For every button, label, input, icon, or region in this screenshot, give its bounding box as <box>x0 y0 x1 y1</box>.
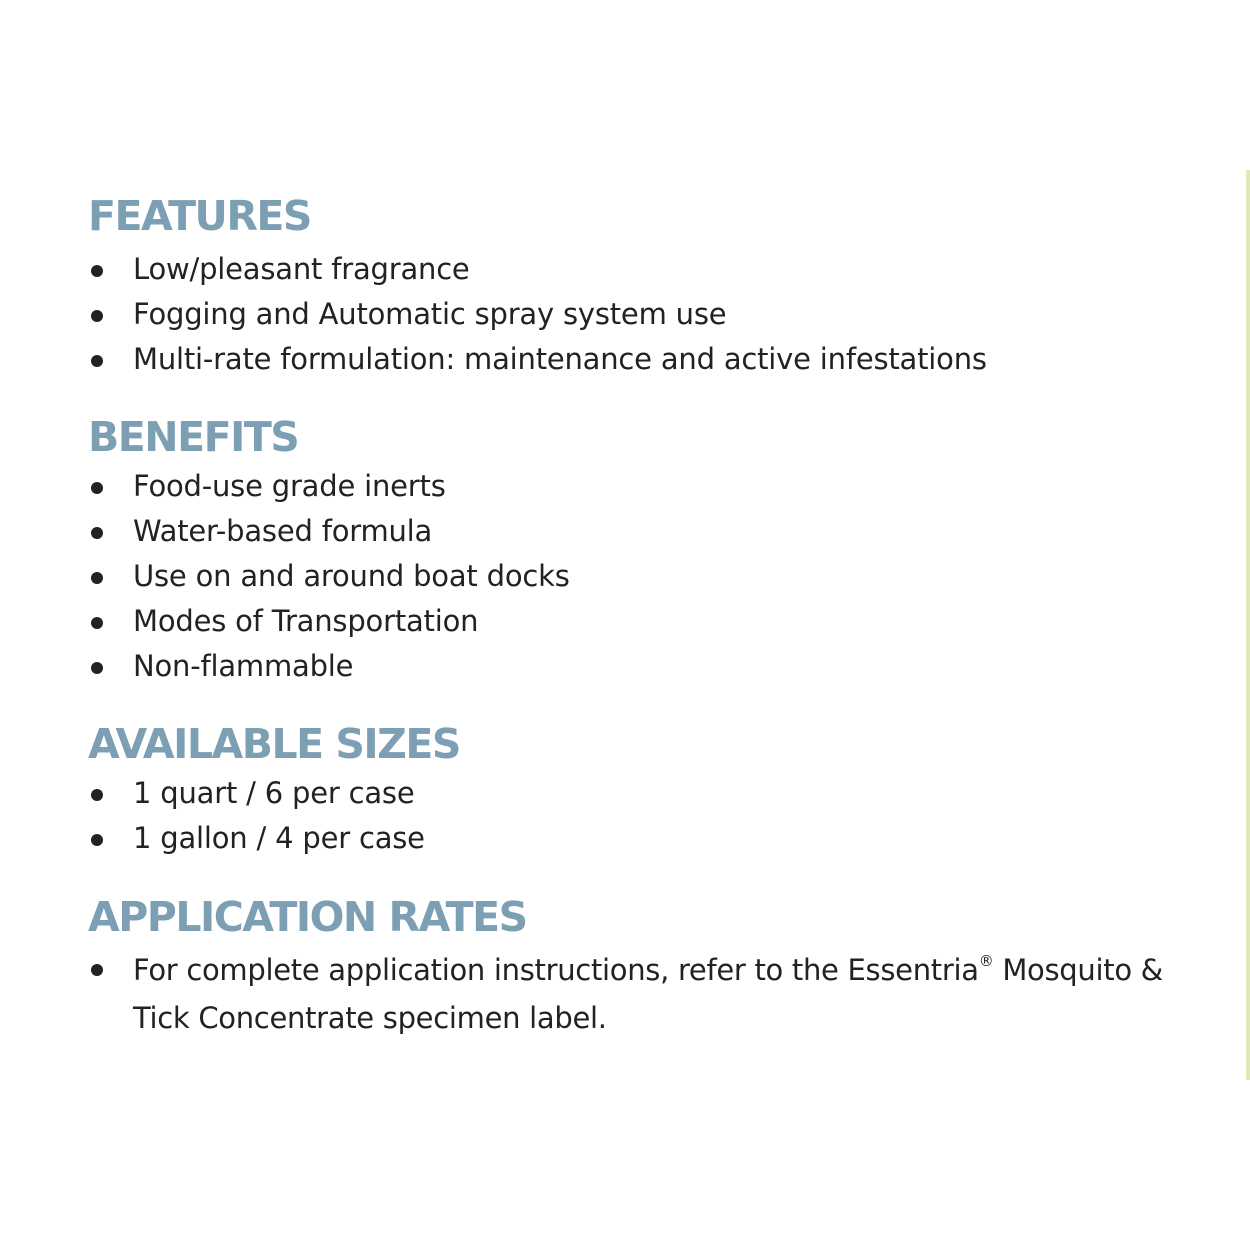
list-item-text: Modes of Transportation <box>133 604 479 638</box>
registered-mark: ® <box>978 952 994 970</box>
benefits-heading: BENEFITS <box>88 413 299 461</box>
rates-text-after: Mosquito & Tick Concentrate specimen label. <box>133 953 1163 1035</box>
bullet-icon <box>91 662 103 674</box>
rates-heading: APPLICATION RATES <box>88 893 527 941</box>
list-item-text: Low/pleasant fragrance <box>133 252 470 286</box>
list-item-text: 1 quart / 6 per case <box>133 776 415 810</box>
bullet-icon <box>91 789 103 801</box>
rates-text <box>133 946 1208 1042</box>
list-item-text: Multi-rate formulation: maintenance and active infestations <box>133 342 987 376</box>
list-item-text: Food-use grade inerts <box>133 469 446 503</box>
bullet-icon <box>91 310 103 322</box>
accent-bar <box>1246 170 1250 1080</box>
list-item-text: Non-flammable <box>133 649 354 683</box>
bullet-icon <box>91 834 103 846</box>
list-item-text: Fogging and Automatic spray system use <box>133 297 727 331</box>
bullet-icon <box>91 355 103 367</box>
sizes-heading: AVAILABLE SIZES <box>88 720 460 768</box>
bullet-icon <box>91 617 103 629</box>
bullet-icon <box>91 527 103 539</box>
bullet-icon <box>91 265 103 277</box>
list-item-text: Use on and around boat docks <box>133 559 570 593</box>
features-heading: FEATURES <box>88 192 311 240</box>
rates-text-before: For complete application instructions, refer to the Essentria <box>133 953 979 987</box>
bullet-icon <box>91 572 103 584</box>
list-item-text: 1 gallon / 4 per case <box>133 821 425 855</box>
bullet-icon <box>91 964 103 976</box>
list-item-text: Water-based formula <box>133 514 433 548</box>
bullet-icon <box>91 482 103 494</box>
